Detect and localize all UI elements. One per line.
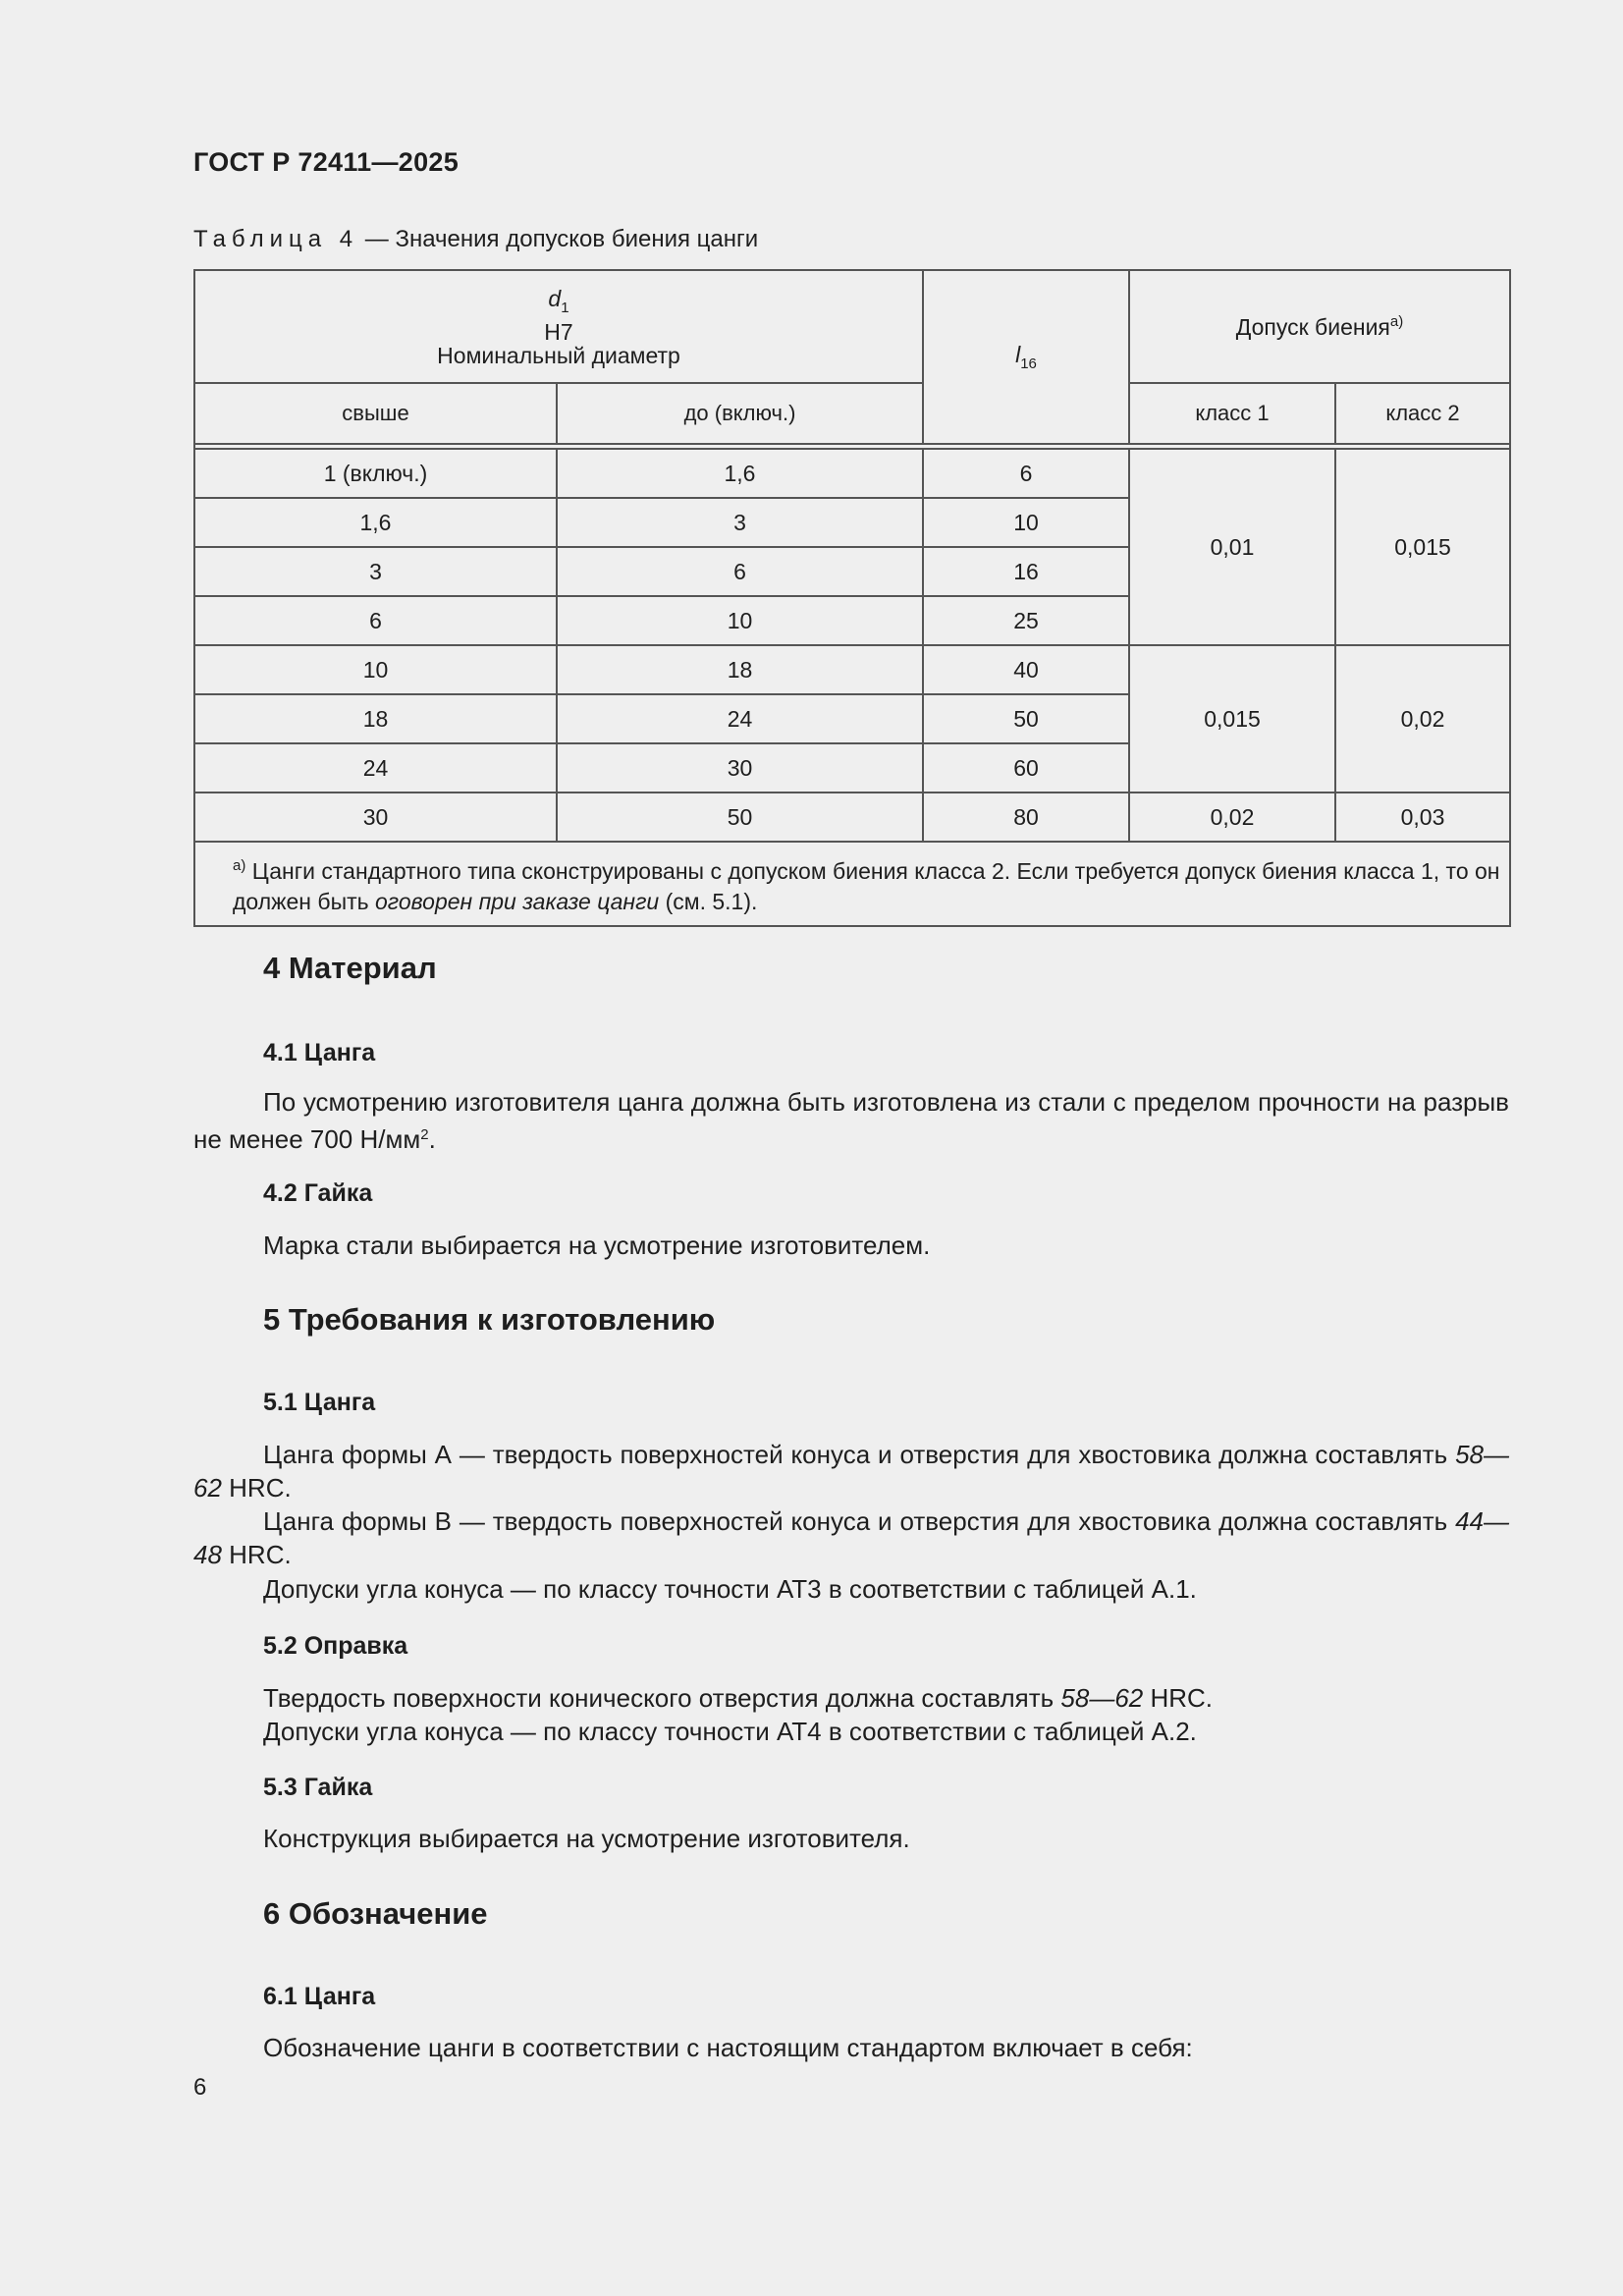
cell-over: 1,6 bbox=[194, 498, 557, 547]
l16-symbol: l bbox=[1015, 342, 1021, 367]
cell-over: 10 bbox=[194, 645, 557, 694]
cell-upto: 3 bbox=[557, 498, 923, 547]
document-code: ГОСТ Р 72411—2025 bbox=[193, 147, 460, 177]
paragraph-5-1-a-text: Цанга формы А — твердость поверхностей конуса и отверстия для хвостовика должна составлять bbox=[263, 1440, 1448, 1469]
cell-l16: 80 bbox=[923, 793, 1129, 842]
paragraph-5-1-b-text: Цанга формы В — твердость поверхностей конуса и отверстия для хвостовика должна составлять bbox=[263, 1506, 1448, 1536]
cell-l16: 25 bbox=[923, 596, 1129, 645]
cell-l16: 10 bbox=[923, 498, 1129, 547]
cell-over: 30 bbox=[194, 793, 557, 842]
paragraph-4-2: Марка стали выбирается на усмотрение изготовителем. bbox=[263, 1230, 931, 1260]
paragraph-5-1-b bbox=[193, 1504, 1509, 1571]
paragraph-5-2-a bbox=[263, 1681, 1213, 1715]
paragraph-4-1-sup: 2 bbox=[420, 1126, 429, 1143]
paragraph-5-1-a-range: 58—62 bbox=[193, 1440, 1510, 1503]
cell-over: 3 bbox=[194, 547, 557, 596]
d1-subscript: 1 bbox=[561, 299, 569, 316]
subsection-4-2-heading: 4.2 Гайка bbox=[263, 1179, 373, 1207]
cell-upto: 1,6 bbox=[557, 449, 923, 498]
table-caption-label: Таблица 4 bbox=[193, 226, 359, 252]
header-nominal-diameter bbox=[194, 270, 923, 383]
runout-tolerance-table bbox=[193, 269, 1511, 927]
paragraph-5-1-b-range: 44—48 bbox=[193, 1506, 1510, 1569]
cell-upto: 24 bbox=[557, 694, 923, 743]
header-l16 bbox=[923, 270, 1129, 444]
footnote-italic: оговорен при заказе цанги bbox=[375, 889, 660, 914]
d1-fit: H7 bbox=[544, 318, 573, 345]
paragraph-4-1-text: По усмотрению изготовителя цанга должна быть изготовлена из стали с пределом прочности на разрыв не менее 700 Н/мм bbox=[193, 1087, 1509, 1154]
paragraph-5-2-a-unit: HRC. bbox=[1143, 1683, 1214, 1713]
cell-l16: 50 bbox=[923, 694, 1129, 743]
d1-title: Номинальный диаметр bbox=[437, 342, 680, 368]
table-caption bbox=[193, 226, 758, 253]
paragraph-4-1-end: . bbox=[428, 1124, 436, 1154]
paragraph-5-3: Конструкция выбирается на усмотрение изготовителя. bbox=[263, 1824, 910, 1853]
cell-upto: 10 bbox=[557, 596, 923, 645]
section-4-heading: 4 Материал bbox=[263, 951, 437, 985]
paragraph-4-1 bbox=[193, 1085, 1509, 1156]
subsection-5-3-heading: 5.3 Гайка bbox=[263, 1774, 373, 1801]
paragraph-5-2-b: Допуски угла конуса — по классу точности АТ4 в соответствии с таблицей А.2. bbox=[263, 1717, 1197, 1746]
subsection-5-2-heading: 5.2 Оправка bbox=[263, 1632, 408, 1660]
footnote-text: Цанги стандартного типа сконструированы с допуском биения класса 2. Если требуется допуск биения класса 1, то он должен быть bbox=[233, 858, 1500, 914]
runout-title: Допуск биения bbox=[1235, 313, 1390, 340]
cell-upto: 30 bbox=[557, 743, 923, 793]
paragraph-5-1-c: Допуски угла конуса — по классу точности АТ3 в соответствии с таблицей А.1. bbox=[263, 1574, 1197, 1604]
cell-l16: 6 bbox=[923, 449, 1129, 498]
paragraph-5-2-a-text: Твердость поверхности конического отверстия должна составлять bbox=[263, 1683, 1061, 1713]
subsection-6-1-heading: 6.1 Цанга bbox=[263, 1983, 376, 2010]
table-row bbox=[194, 645, 1510, 694]
paragraph-5-1-b-unit: HRC. bbox=[221, 1540, 292, 1569]
header-class2: класс 2 bbox=[1335, 383, 1510, 444]
footnote-text-end: (см. 5.1). bbox=[659, 889, 758, 914]
section-5-heading: 5 Требования к изготовлению bbox=[263, 1302, 716, 1337]
cell-l16: 16 bbox=[923, 547, 1129, 596]
cell-l16: 40 bbox=[923, 645, 1129, 694]
subsection-4-1-heading: 4.1 Цанга bbox=[263, 1039, 376, 1066]
cell-class1-group: 0,01 bbox=[1129, 449, 1335, 645]
page-number: 6 bbox=[193, 2074, 207, 2101]
cell-class2-group: 0,03 bbox=[1335, 793, 1510, 842]
footnote-mark: a) bbox=[233, 857, 246, 874]
l16-subscript: 16 bbox=[1020, 355, 1037, 372]
cell-over: 1 (включ.) bbox=[194, 449, 557, 498]
cell-class1-group: 0,02 bbox=[1129, 793, 1335, 842]
paragraph-5-2-a-range: 58—62 bbox=[1060, 1683, 1144, 1713]
header-over: свыше bbox=[194, 383, 557, 444]
cell-upto: 6 bbox=[557, 547, 923, 596]
d1-symbol: d bbox=[548, 285, 562, 311]
section-6-heading: 6 Обозначение bbox=[263, 1896, 488, 1931]
cell-class1-group: 0,015 bbox=[1129, 645, 1335, 793]
cell-class2-group: 0,015 bbox=[1335, 449, 1510, 645]
cell-class2-group: 0,02 bbox=[1335, 645, 1510, 793]
table-row bbox=[194, 449, 1510, 498]
cell-upto: 18 bbox=[557, 645, 923, 694]
cell-upto: 50 bbox=[557, 793, 923, 842]
subsection-5-1-heading: 5.1 Цанга bbox=[263, 1389, 376, 1416]
header-runout-tolerance bbox=[1129, 270, 1510, 383]
table-footnote bbox=[194, 842, 1510, 926]
paragraph-5-1-a bbox=[193, 1438, 1509, 1504]
paragraph-5-1-a-unit: HRC. bbox=[221, 1473, 292, 1503]
paragraph-6-1: Обозначение цанги в соответствии с настоящим стандартом включает в себя: bbox=[263, 2033, 1193, 2062]
header-upto: до (включ.) bbox=[557, 383, 923, 444]
runout-footnote-mark: a) bbox=[1389, 312, 1404, 330]
cell-over: 24 bbox=[194, 743, 557, 793]
cell-l16: 60 bbox=[923, 743, 1129, 793]
header-class1: класс 1 bbox=[1129, 383, 1335, 444]
table-caption-text: — Значения допусков биения цанги bbox=[364, 226, 759, 252]
cell-over: 6 bbox=[194, 596, 557, 645]
table-row bbox=[194, 793, 1510, 842]
cell-over: 18 bbox=[194, 694, 557, 743]
